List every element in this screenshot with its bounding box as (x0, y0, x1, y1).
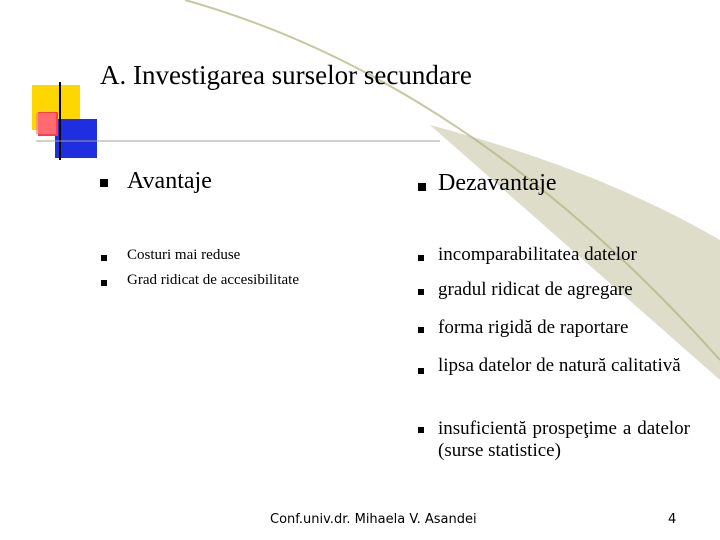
disadvantages-heading: Dezavantaje (438, 170, 557, 196)
advantage-item: Costuri mai reduse (127, 247, 241, 263)
bullet-icon (100, 179, 108, 187)
advantage-item: Grad ridicat de accesibilitate (127, 272, 299, 288)
advantages-heading: Avantaje (127, 168, 212, 194)
bullet-icon (101, 255, 107, 261)
bullet-icon (418, 183, 426, 191)
bullet-icon (418, 327, 424, 333)
deco-blue-square (55, 119, 97, 158)
disadvantage-item: insuficientă prospeţime a datelor (surse statistice) (438, 418, 690, 461)
disadvantage-item: lipsa datelor de natură calitativă (438, 355, 681, 376)
bullet-icon (418, 255, 424, 261)
bullet-icon (418, 289, 424, 295)
footer-author: Conf.univ.dr. Mihaela V. Asandei (270, 512, 477, 527)
page-number: 4 (668, 512, 677, 527)
disadvantage-item: gradul ridicat de agregare (438, 279, 633, 300)
bullet-icon (101, 280, 107, 286)
slide-title: A. Investigarea surselor secundare (100, 60, 472, 90)
deco-pink-square (36, 113, 56, 134)
bullet-icon (418, 427, 424, 433)
bullet-icon (418, 368, 424, 374)
disadvantage-item: forma rigidă de raportare (438, 317, 629, 338)
disadvantage-item: incomparabilitatea datelor (438, 244, 637, 265)
